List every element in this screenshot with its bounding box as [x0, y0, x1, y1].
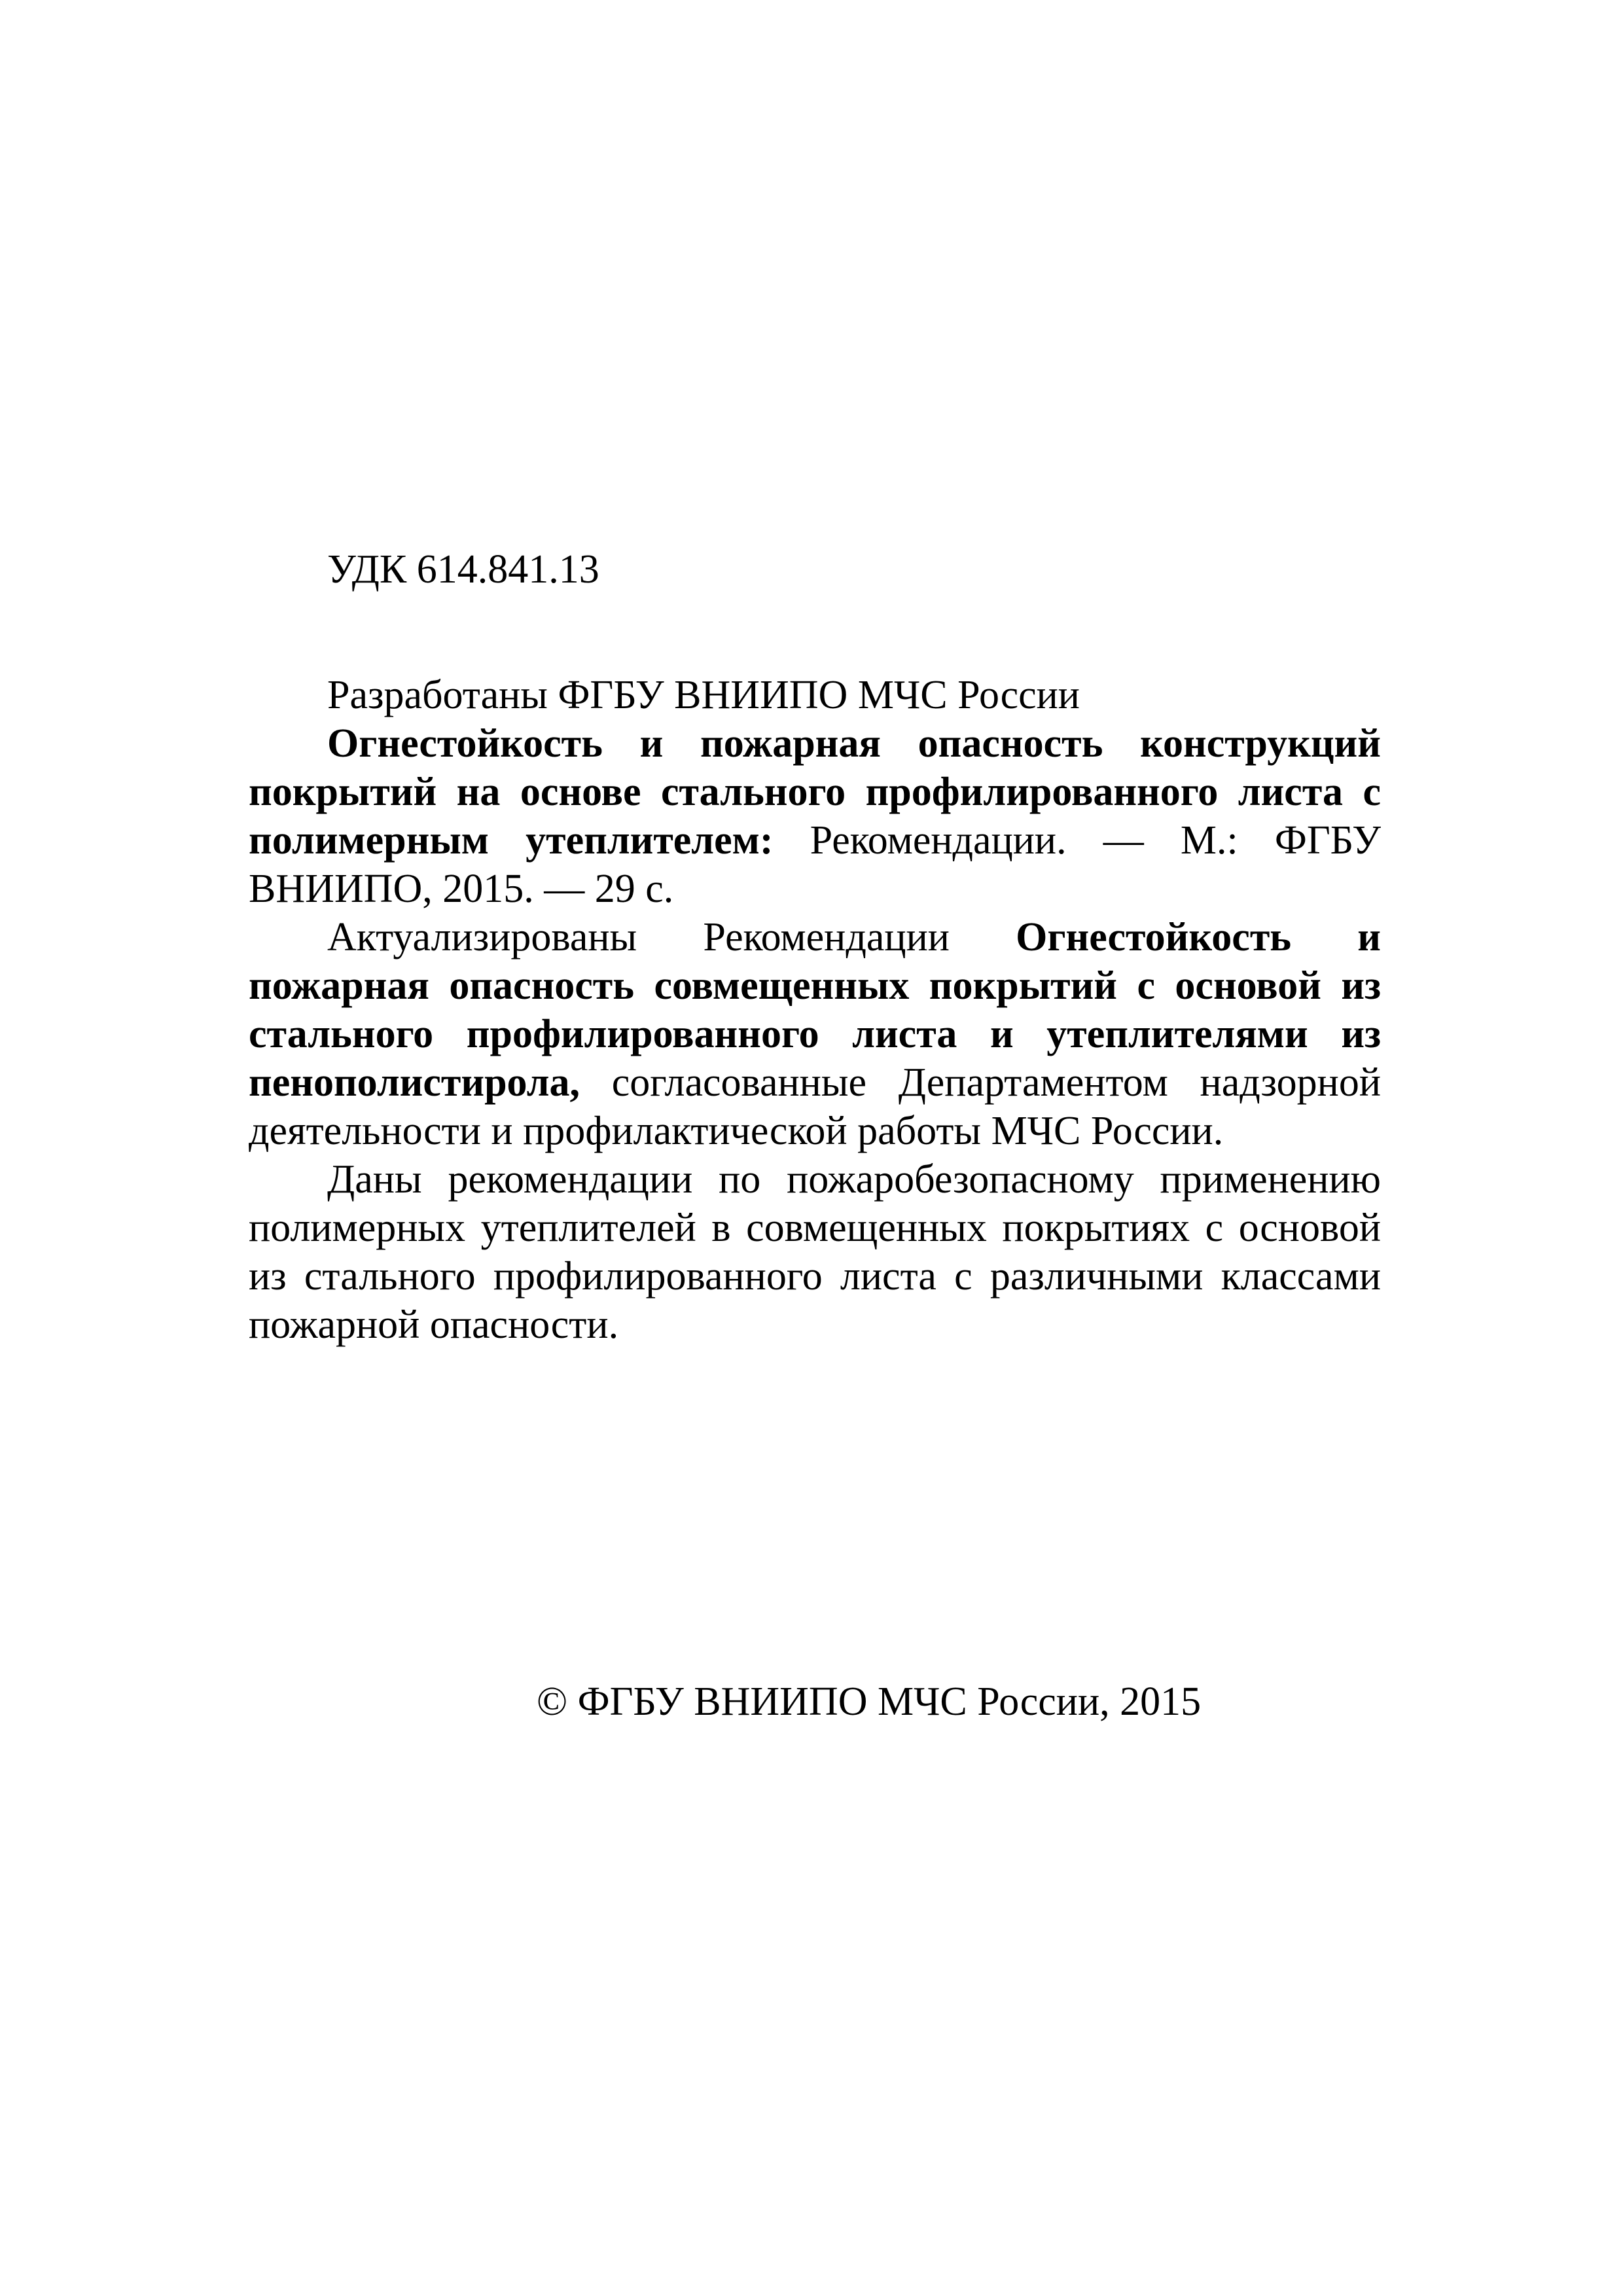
update-note-paragraph — [249, 913, 1381, 1155]
citation-title: Огнестойкость и пожарная опасность конструкций покрытий на основе стального профилированного листа с полимерным утеплителем: — [249, 721, 1381, 863]
copyright-line: © ФГБУ ВНИИПО МЧС России, 2015 — [537, 1679, 1202, 1724]
update-note-title: Огнестойкость и пожарная опасность совмещенных покрытий с основой из стального профилированного листа и утеплителями из пенополистирола, — [249, 915, 1381, 1105]
citation-paragraph — [249, 719, 1381, 913]
abstract-block — [249, 671, 1381, 1349]
citation-details: Рекомендации. — М.: ФГБУ ВНИИПО, 2015. — 29 с. — [249, 818, 1381, 911]
update-note-prefix: Актуализированы Рекомендации — [327, 915, 1016, 960]
update-note-suffix: согласованные Департаментом надзорной деятельности и профилактической работы МЧС России. — [249, 1060, 1381, 1153]
developer-line: Разработаны ФГБУ ВНИИПО МЧС России — [327, 673, 1080, 717]
summary-paragraph: Даны рекомендации по пожаробезопасному применению полимерных утеплителей в совмещенных покрытиях с основой из стального профилированного листа с различными классами пожарной опасности. — [249, 1157, 1381, 1347]
udk-code: УДК 614.841.13 — [327, 547, 599, 592]
